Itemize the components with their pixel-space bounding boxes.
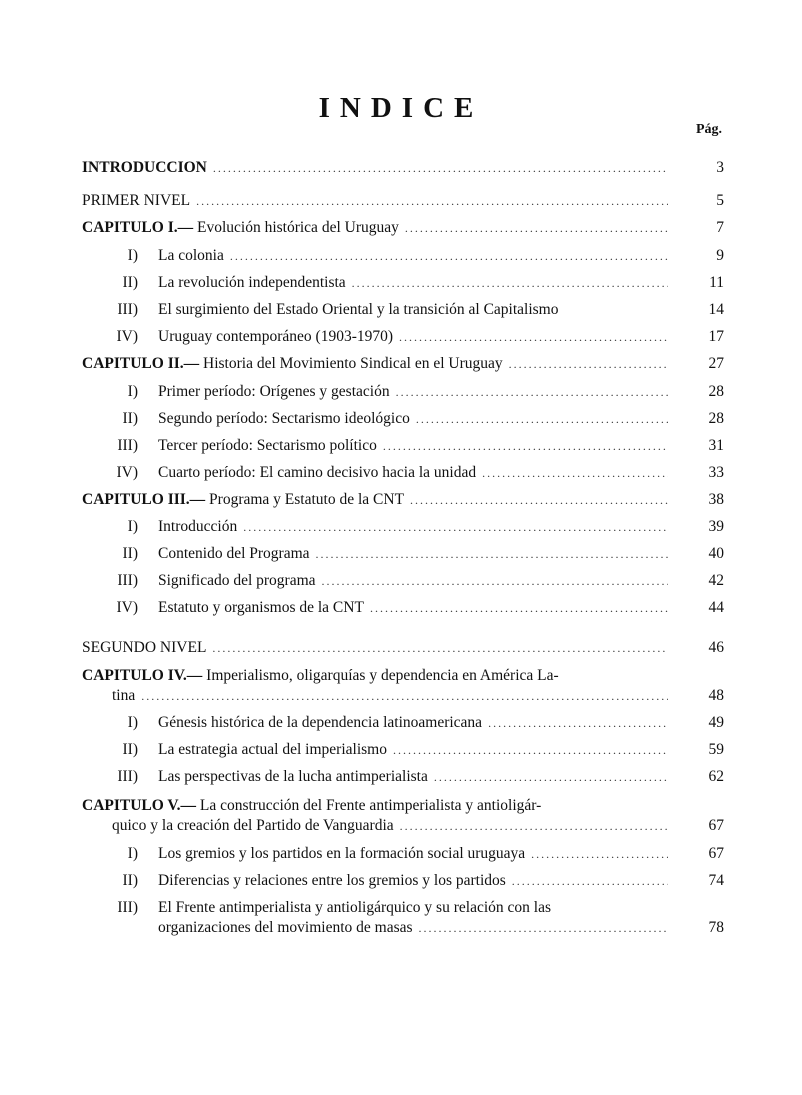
toc-label: PRIMER NIVEL: [82, 192, 191, 209]
toc-label: Tercer período: Sectarismo político: [158, 437, 377, 454]
toc-label: Los gremios y los partidos en la formación social uruguaya: [158, 845, 526, 862]
toc-sub-number: III): [117, 899, 138, 916]
toc-sub-number: II): [122, 872, 138, 889]
toc-entry-sub: [0, 325, 802, 349]
toc-sub-number: I): [127, 845, 138, 862]
chapter-label: CAPITULO III.—: [82, 491, 206, 508]
toc-label: El Frente antimperialista y antioligárquico y su relación con las: [158, 899, 551, 916]
toc-page-number: 17: [708, 328, 724, 345]
toc-label: Estatuto y organismos de la CNT: [158, 599, 364, 616]
toc-entry-primer-nivel: [0, 189, 802, 213]
toc-entry-sub: [0, 461, 802, 485]
toc-label: Las perspectivas de la lucha antimperialista: [158, 768, 428, 785]
toc-sub-number: II): [122, 410, 138, 427]
dot-leader: [212, 636, 668, 660]
toc-entry-sub: [0, 711, 802, 735]
toc-page-number: 46: [708, 639, 724, 656]
toc-entry-sub: [0, 515, 802, 539]
toc-sub-number: III): [117, 437, 138, 454]
toc-sub-number: I): [127, 247, 138, 264]
toc-page-number: 62: [708, 768, 724, 785]
toc-label: Génesis histórica de la dependencia latinoamericana: [158, 714, 483, 731]
dot-leader: [400, 814, 668, 838]
toc-label: Significado del programa: [158, 572, 316, 589]
toc-label: Primer período: Orígenes y gestación: [158, 383, 390, 400]
toc-sub-number: IV): [116, 599, 138, 616]
toc-page-number: 11: [709, 274, 724, 291]
toc-entry-sub-continuation: [0, 916, 802, 940]
toc-page-number: 40: [708, 545, 724, 562]
toc-label: Evolución histórica del Uruguay: [193, 219, 399, 236]
chapter-label: CAPITULO V.—: [82, 797, 196, 814]
toc-page-number: 49: [708, 714, 724, 731]
toc-sub-number: II): [122, 545, 138, 562]
toc-entry-sub: [0, 542, 802, 566]
toc-page-number: 48: [708, 687, 724, 704]
toc-label: Imperialismo, oligarquías y dependencia en América La-: [202, 667, 559, 684]
toc-page-number: 38: [708, 491, 724, 508]
toc-label: Segundo período: Sectarismo ideológico: [158, 410, 410, 427]
toc-label: La estrategia actual del imperialismo: [158, 741, 387, 758]
dot-leader: [370, 596, 668, 620]
toc-sub-number: II): [122, 274, 138, 291]
toc-entry-sub: [0, 842, 802, 866]
toc-sub-number: III): [117, 301, 138, 318]
dot-leader: [419, 916, 668, 940]
toc-page-number: 39: [708, 518, 724, 535]
dot-leader: [434, 765, 668, 789]
chapter-label: CAPITULO I.—: [82, 219, 194, 236]
toc-page-number: 31: [708, 437, 724, 454]
page-column-header: Pág.: [695, 122, 722, 137]
toc-entry-sub: [0, 407, 802, 431]
toc-entry-sub: [0, 569, 802, 593]
toc-label: Uruguay contemporáneo (1903-1970): [158, 328, 394, 345]
toc-entry-sub: [0, 738, 802, 762]
dot-leader: [509, 352, 668, 376]
dot-leader: [393, 738, 668, 762]
dot-leader: [141, 684, 668, 708]
toc-entry-sub: [0, 869, 802, 893]
toc-sub-number: IV): [116, 464, 138, 481]
dot-leader: [396, 380, 668, 404]
toc-label: La construcción del Frente antimperialista y antioligár-: [195, 797, 542, 814]
dot-leader: [488, 711, 668, 735]
toc-label: El surgimiento del Estado Oriental y la transición al Capitalismo: [158, 301, 559, 318]
toc-label: Cuarto período: El camino decisivo hacia la unidad: [158, 464, 477, 481]
dot-leader: [213, 156, 668, 180]
toc-entry-capitulo-1: [0, 216, 802, 240]
dot-leader: [405, 216, 668, 240]
toc-label: SEGUNDO NIVEL: [82, 639, 207, 656]
toc-entry-sub: [0, 765, 802, 789]
chapter-label: CAPITULO IV.—: [82, 667, 203, 684]
toc-entry-segundo-nivel: [0, 636, 802, 660]
toc-label-continuation: organizaciones del movimiento de masas: [158, 919, 413, 936]
toc-label: Historia del Movimiento Sindical en el Uruguay: [199, 355, 503, 372]
toc-entry-sub: [0, 434, 802, 458]
toc-label: INTRODUCCION: [82, 159, 207, 176]
toc-page-number: 14: [708, 301, 724, 318]
toc-label-continuation: quico y la creación del Partido de Vanguardia: [112, 817, 394, 834]
toc-sub-number: I): [127, 383, 138, 400]
toc-label: Introducción: [158, 518, 238, 535]
toc-label: Contenido del Programa: [158, 545, 310, 562]
toc-page-number: 28: [708, 410, 724, 427]
dot-leader: [243, 515, 668, 539]
toc-sub-number: II): [122, 741, 138, 758]
dot-leader: [531, 842, 668, 866]
toc-label: Programa y Estatuto de la CNT: [205, 491, 405, 508]
dot-leader: [352, 271, 668, 295]
toc-page-number: 5: [716, 192, 724, 209]
toc-entry-capitulo-5-continuation: [0, 814, 802, 838]
toc-label: Diferencias y relaciones entre los gremios y los partidos: [158, 872, 506, 889]
toc-sub-number: I): [127, 518, 138, 535]
dot-leader: [383, 434, 668, 458]
toc-page-number: 3: [716, 159, 724, 176]
toc-page-number: 28: [708, 383, 724, 400]
toc-sub-number: III): [117, 572, 138, 589]
toc-page-number: 27: [708, 355, 724, 372]
dot-leader: [410, 488, 668, 512]
dot-leader: [416, 407, 668, 431]
toc-page-number: 44: [708, 599, 724, 616]
toc-page-number: 9: [716, 247, 724, 264]
toc-entry-capitulo-2: [0, 352, 802, 376]
page-title: INDICE: [318, 92, 484, 124]
toc-entry-sub: [0, 298, 802, 322]
toc-page-number: 74: [708, 872, 724, 889]
toc-sub-number: IV): [116, 328, 138, 345]
toc-page-number: 67: [708, 817, 724, 834]
toc-page-number: 59: [708, 741, 724, 758]
toc-entry-capitulo-4-continuation: [0, 684, 802, 708]
toc-page-number: 33: [708, 464, 724, 481]
toc-sub-number: I): [127, 714, 138, 731]
dot-leader: [230, 244, 668, 268]
toc-entry-sub: [0, 271, 802, 295]
toc-entry-capitulo-3: [0, 488, 802, 512]
dot-leader: [399, 325, 668, 349]
toc-entry-introduccion: [0, 156, 802, 180]
toc-page-number: 42: [708, 572, 724, 589]
toc-label: La revolución independentista: [158, 274, 346, 291]
chapter-label: CAPITULO II.—: [82, 355, 200, 372]
dot-leader: [512, 869, 668, 893]
toc-entry-sub: [0, 596, 802, 620]
dot-leader: [196, 189, 668, 213]
dot-leader: [322, 569, 668, 593]
dot-leader: [482, 461, 668, 485]
toc-label-continuation: tina: [112, 687, 136, 704]
toc-page-number: 78: [708, 919, 724, 936]
toc-entry-sub: [0, 244, 802, 268]
toc-label: La colonia: [158, 247, 224, 264]
toc-sub-number: III): [117, 768, 138, 785]
dot-leader: [316, 542, 668, 566]
toc-page-number: 67: [708, 845, 724, 862]
toc-page-number: 7: [716, 219, 724, 236]
toc-entry-sub: [0, 380, 802, 404]
